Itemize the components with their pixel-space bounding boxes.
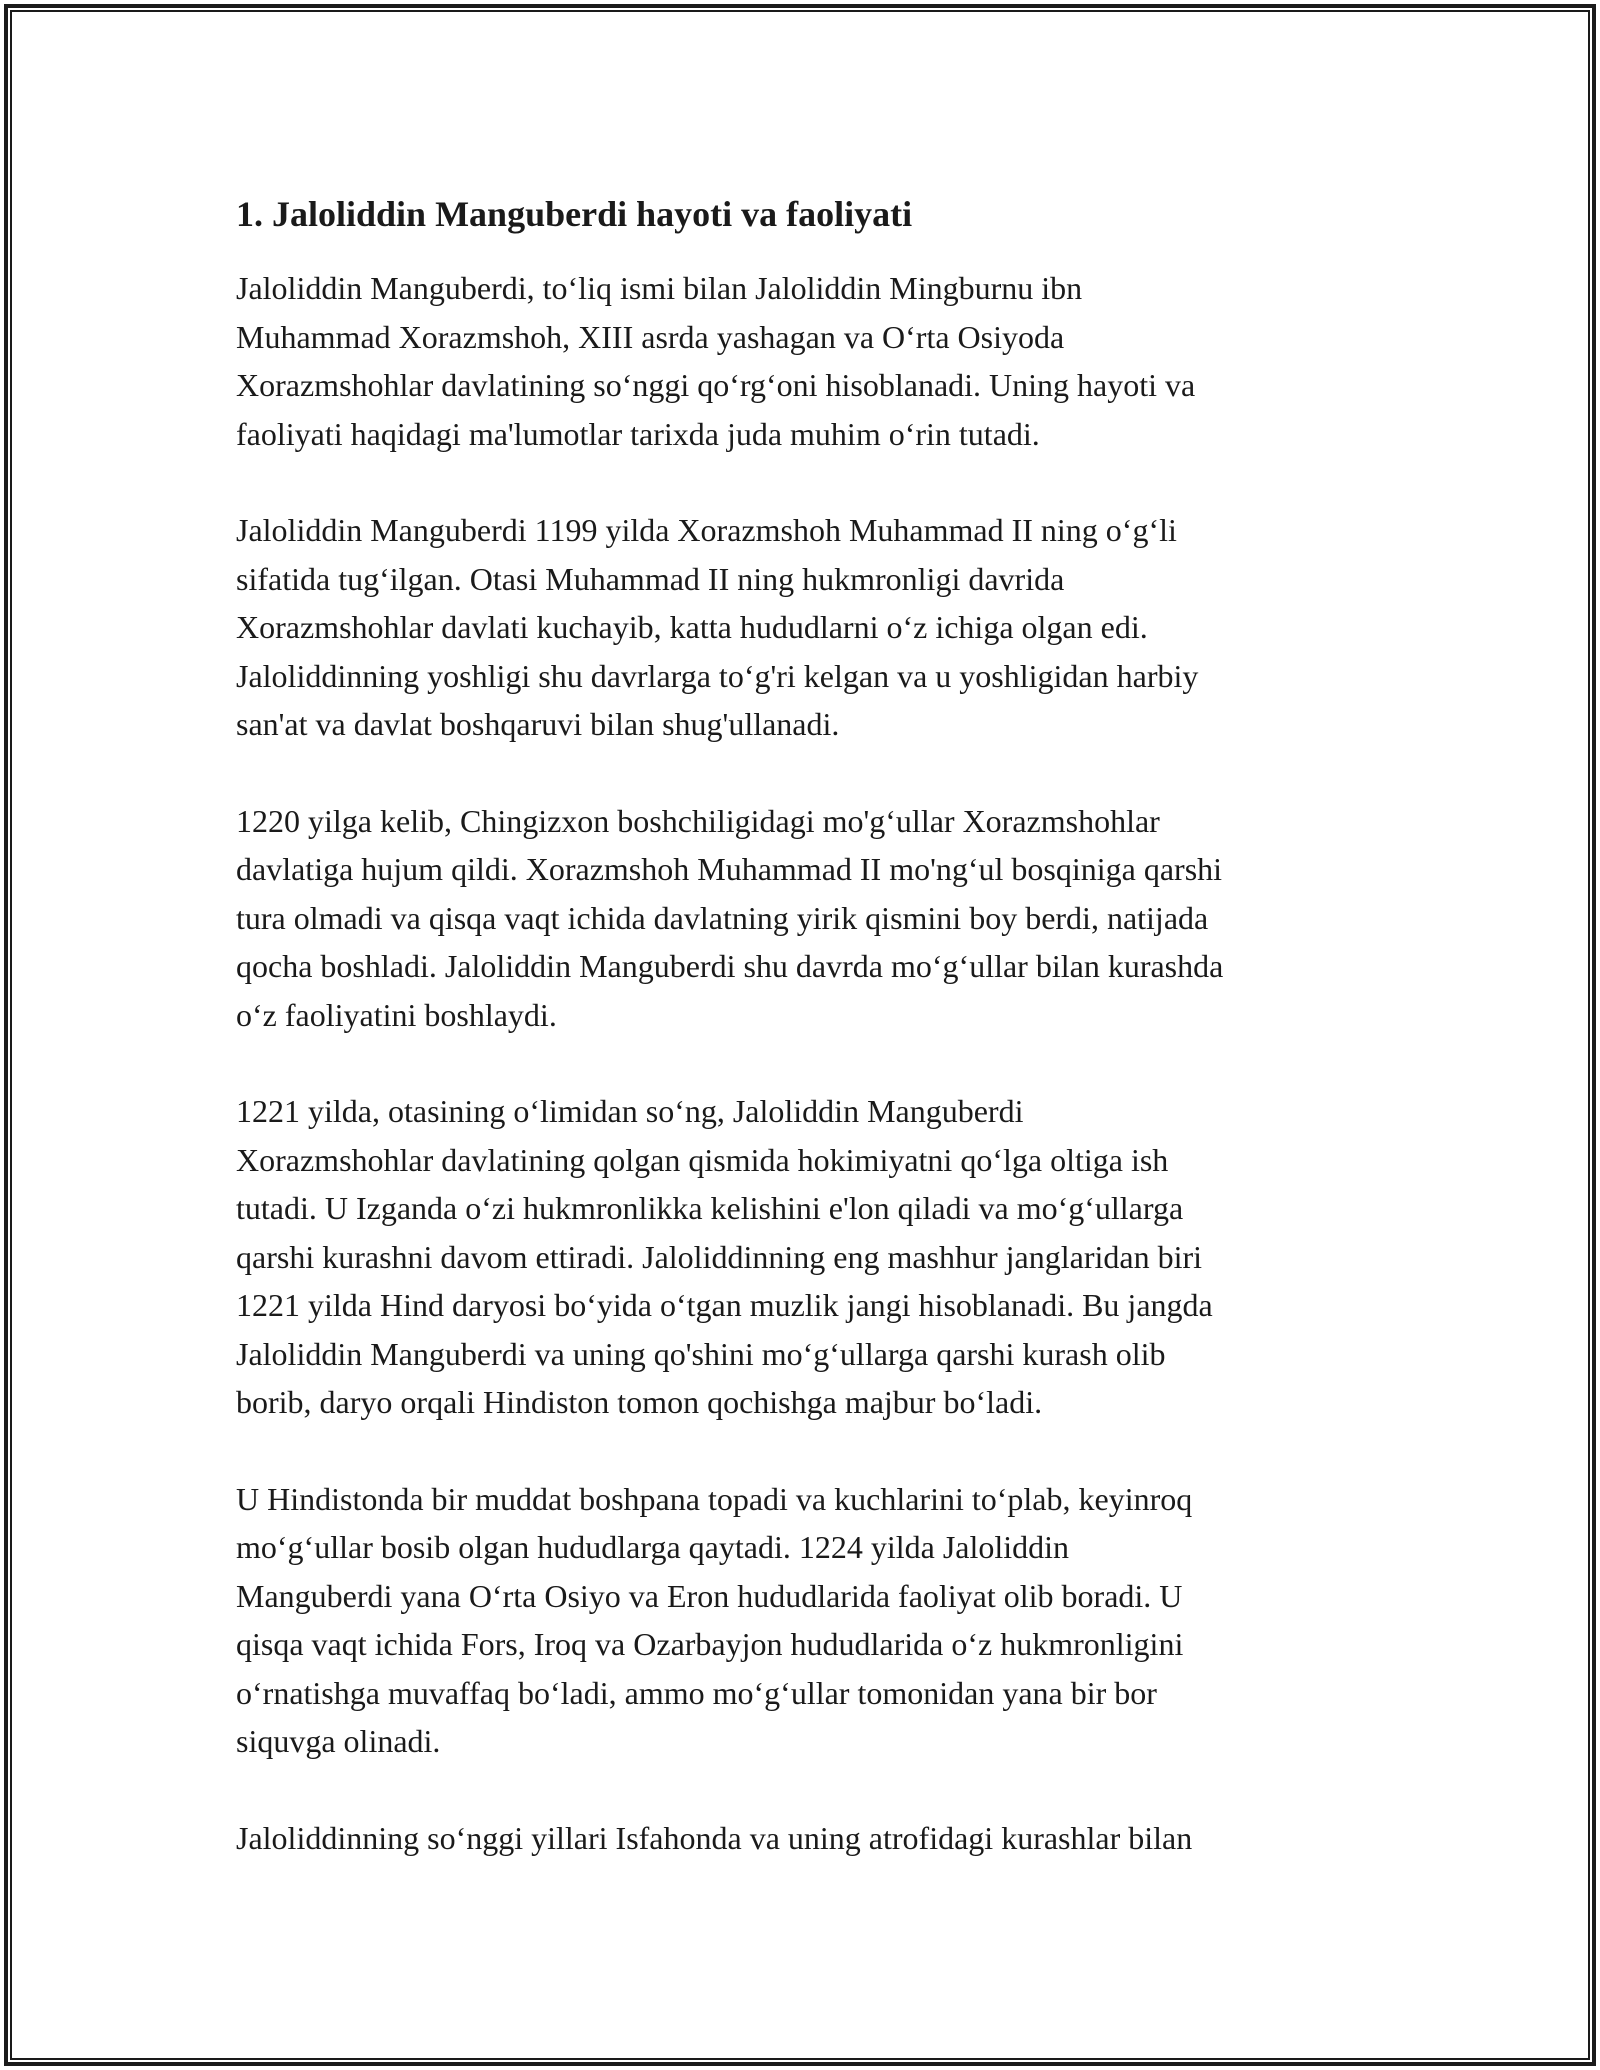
paragraph-line: 1221 yilda, otasining o‘limidan so‘ng, Jaloliddin Manguberdi <box>236 1093 1024 1129</box>
paragraph-line: o‘z faoliyatini boshlaydi. <box>236 996 557 1033</box>
paragraph <box>236 506 1376 749</box>
paragraph-line: Jaloliddinning yoshligi shu davrlarga to‘g'ri kelgan va u yoshligidan harbiy <box>236 657 1199 694</box>
paragraph <box>236 1475 1376 1766</box>
paragraph-line: tura olmadi va qisqa vaqt ichida davlatning yirik qismini boy berdi, natijada <box>236 899 1209 936</box>
paragraph-line: borib, daryo orqali Hindiston tomon qochishga majbur bo‘ladi. <box>236 1384 1043 1420</box>
paragraph-line: U Hindistonda bir muddat boshpana topadi va kuchlarini to‘plab, keyinroq <box>236 1480 1193 1517</box>
paragraph-line: qarshi kurashni davom ettiradi. Jaloliddinning eng mashhur janglaridan biri <box>236 1238 1203 1275</box>
paragraph-line: Xorazmshohlar davlatining so‘nggi qo‘rg‘oni hisoblanadi. Uning hayoti va <box>236 367 1196 403</box>
paragraph-line: Jaloliddin Manguberdi, to‘liq ismi bilan Jaloliddin Mingburnu ibn <box>236 270 1083 306</box>
paragraph-line: Muhammad Xorazmshoh, XIII asrda yashagan va O‘rta Osiyoda <box>236 318 1065 355</box>
paragraph-line: Jaloliddin Manguberdi va uning qo'shini mo‘g‘ullarga qarshi kurash olib <box>236 1335 1166 1372</box>
paragraph-line: Xorazmshohlar davlatining qolgan qismida hokimiyatni qo‘lga oltiga ish <box>236 1141 1169 1178</box>
paragraph-line: Jaloliddin Manguberdi 1199 yilda Xorazmshoh Muhammad II ning o‘g‘li <box>236 512 1177 548</box>
paragraph <box>236 1814 1376 1863</box>
paragraph-line: Xorazmshohlar davlati kuchayib, katta hududlarni o‘z ichiga olgan edi. <box>236 609 1148 645</box>
paragraph <box>236 1087 1376 1427</box>
paragraph-line: Jaloliddinning so‘nggi yillari Isfahonda va uning atrofidagi kurashlar bilan <box>236 1819 1193 1856</box>
paragraph-line: tutadi. U Izganda o‘zi hukmronlikka kelishini e'lon qiladi va mo‘g‘ullarga <box>236 1190 1184 1226</box>
paragraph-line: qisqa vaqt ichida Fors, Iroq va Ozarbayjon hududlarida o‘z hukmronligini <box>236 1626 1184 1662</box>
paragraph-line: san'at va davlat boshqaruvi bilan shug'ullanadi. <box>236 706 840 742</box>
paragraph-line: davlatiga hujum qildi. Xorazmshoh Muhammad II mo'ng‘ul bosqiniga qarshi <box>236 851 1223 887</box>
paragraph-line: sifatida tug‘ilgan. Otasi Muhammad II ning hukmronligi davrida <box>236 560 1065 597</box>
section-heading: 1. Jaloliddin Manguberdi hayoti va faoliyati <box>236 194 913 234</box>
paragraph-line: qocha boshladi. Jaloliddin Manguberdi shu davrda mo‘g‘ullar bilan kurashda <box>236 948 1224 984</box>
paragraph-line: 1220 yilga kelib, Chingizxon boshchiligidagi mo'g‘ullar Xorazmshohlar <box>236 802 1160 839</box>
paragraph-line: faoliyati haqidagi ma'lumotlar tarixda juda muhim o‘rin tutadi. <box>236 415 1040 452</box>
paragraph-line: o‘rnatishga muvaffaq bo‘ladi, ammo mo‘g‘ullar tomonidan yana bir bor <box>236 1674 1157 1711</box>
paragraph-line: siquvga olinadi. <box>236 1723 441 1759</box>
paragraph-line: mo‘g‘ullar bosib olgan hududlarga qaytadi. 1224 yilda Jaloliddin <box>236 1529 1070 1565</box>
document-body <box>236 190 1376 1910</box>
paragraph <box>236 264 1376 458</box>
paragraph <box>236 797 1376 1040</box>
paragraphs-container <box>236 264 1376 1862</box>
paragraph-line: Manguberdi yana O‘rta Osiyo va Eron hududlarida faoliyat olib boradi. U <box>236 1577 1183 1614</box>
paragraph-line: 1221 yilda Hind daryosi bo‘yida o‘tgan muzlik jangi hisoblanadi. Bu jangda <box>236 1287 1213 1323</box>
